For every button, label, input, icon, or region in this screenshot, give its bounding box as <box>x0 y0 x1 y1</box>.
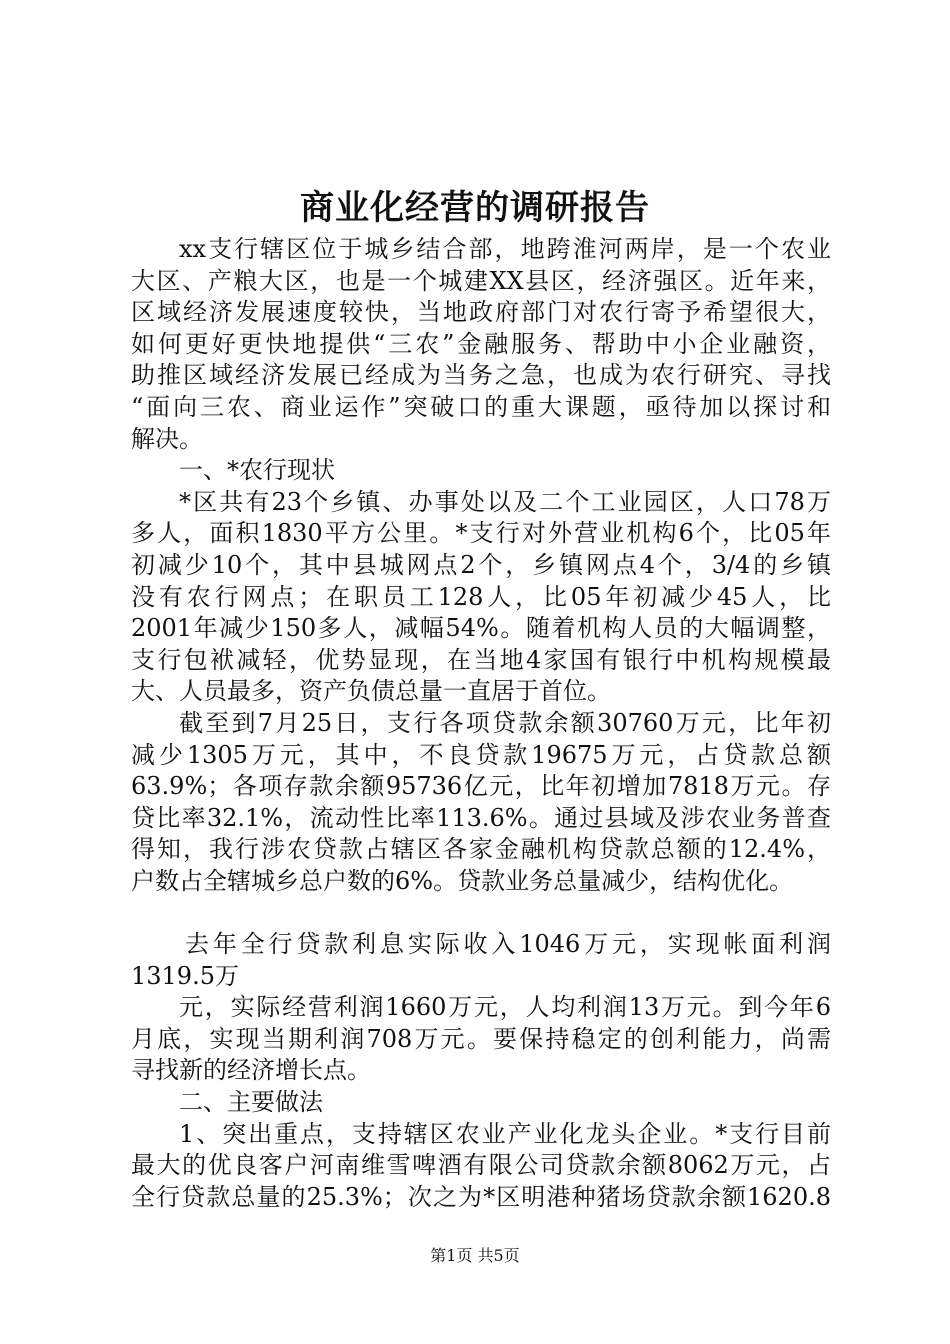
text-line: 初减少10个，其中县城网点2个，乡镇网点4个，3/4的乡镇 <box>131 550 831 579</box>
text-line: 1319.5万 <box>131 961 239 990</box>
text-line: 大区、产粮大区，也是一个城建XX县区，经济强区。近年来， <box>131 266 831 295</box>
text-line: 二、主要做法 <box>179 1088 323 1117</box>
text-line: 贷比率32.1%，流动性比率113.6%。通过县域及涉农业务普查 <box>131 803 831 832</box>
text-line: 一、*农行现状 <box>179 456 335 485</box>
text-line: “面向三农、商业运作”突破口的重大课题，亟待加以探讨和 <box>131 392 831 421</box>
document-body <box>131 234 831 1213</box>
text-line: 支行包袱减轻，优势显现，在当地4家国有银行中机构规模最 <box>131 645 831 674</box>
text-line: 没有农行网点；在职员工128人，比05年初减少45人，比 <box>131 582 831 611</box>
text-line: 元，实际经营利润1660万元，人均利润13万元。到今年6 <box>179 993 831 1022</box>
blank-line <box>131 897 831 929</box>
text-line: 2001年减少150多人，减幅54%。随着机构人员的大幅调整， <box>131 614 831 643</box>
document-title: 商业化经营的调研报告 <box>300 188 650 228</box>
text-line: 减少1305万元，其中，不良贷款19675万元，占贷款总额 <box>131 740 831 769</box>
text-line: 寻找新的经济增长点。 <box>131 1056 371 1085</box>
text-line: 月底，实现当期利润708万元。要保持稳定的创利能力，尚需 <box>131 1024 831 1053</box>
text-line: 去年全行贷款利息实际收入1046万元，实现帐面利润 <box>185 930 831 959</box>
page-footer: 第1页 共5页 <box>430 1246 520 1265</box>
text-line: *区共有23个乡镇、办事处以及二个工业园区，人口78万 <box>179 487 831 516</box>
text-line: 1、突出重点，支持辖区农业产业化龙头企业。*支行目前 <box>179 1119 831 1148</box>
text-line: 全行贷款总量的25.3%；次之为*区明港种猪场贷款余额1620.8 <box>131 1182 831 1211</box>
text-line: 最大的优良客户河南维雪啤酒有限公司贷款余额8062万元，占 <box>131 1151 831 1180</box>
text-line: 助推区域经济发展已经成为当务之急，也成为农行研究、寻找 <box>131 361 831 390</box>
text-line: 大、人员最多，资产负债总量一直居于首位。 <box>131 677 611 706</box>
text-line: 得知，我行涉农贷款占辖区各家金融机构贷款总额的12.4%， <box>131 835 831 864</box>
text-line: 解决。 <box>131 424 203 453</box>
text-line: 63.9%；各项存款余额95736亿元，比年初增加7818万元。存 <box>131 772 831 801</box>
text-line: 如何更好更快地提供“三农”金融服务、帮助中小企业融资， <box>131 329 831 358</box>
text-line: 区域经济发展速度较快，当地政府部门对农行寄予希望很大， <box>131 298 831 327</box>
text-line: 截至到7月25日，支行各项贷款余额30760万元，比年初 <box>179 708 831 737</box>
text-line: 多人，面积1830平方公里。*支行对外营业机构6个，比05年 <box>131 519 831 548</box>
text-line: 户数占全辖城乡总户数的6%。贷款业务总量减少，结构优化。 <box>131 866 794 895</box>
text-line: xx支行辖区位于城乡结合部，地跨淮河两岸，是一个农业 <box>179 235 831 263</box>
